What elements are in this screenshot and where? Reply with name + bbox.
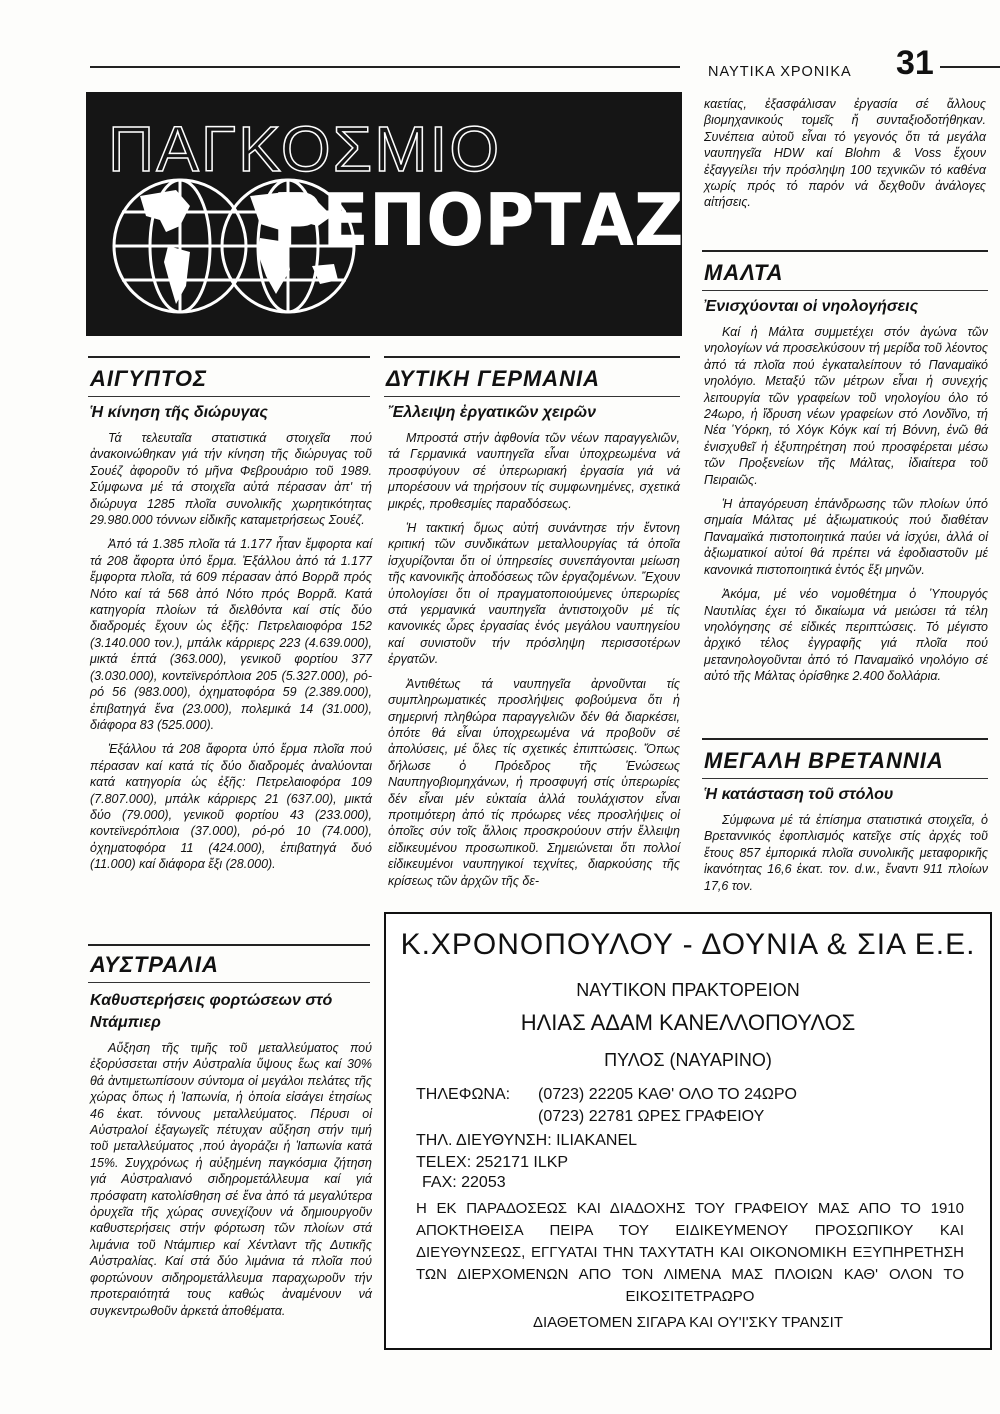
continuation-paragraph: καετίας, ἐξασφάλισαν ἐργασία σέ ἄλλους βιομηχανικούς τομεῖς ἤ συνταξιοδοτήθηκαν. Συνέπεια αὐτοῦ εἶναι τό γεγονός ὅτι τά μεγάλα ναυπηγεῖα HDW καί Blohm & Voss ἔχουν ἐξαγγείλει τήν πρόσληψη 100 τεχνικῶν τό καθένα χωρίς πρός τό παρόν νά δεχθοῦν ἀνάλογες αἰτήσεις. — [704, 97, 986, 210]
egypt-paragraph: Τά τελευταῖα στατιστικά στοιχεῖα πού ἀνακοινώθηκαν γιά τήν κίνηση τῆς διώρυγας τοῦ Σουέζ ἀφοροῦν τό μῆνα Φεβρουάριο τοῦ 1989. Σύμφωνα μέ τά στοιχεῖα αὐτά πέρασαν ἀπ' τή διώρυγα 1285 πλοῖα συνολικῆς χωρητικότητας 29.980.000 τόννων εἰδικῆς καταμετρήσεως Σουέζ. — [90, 431, 372, 528]
australia-subrule — [88, 982, 370, 983]
egypt-rule — [88, 356, 370, 358]
germany-headline: Ἔλλειψη ἐργατικῶν χειρῶν — [388, 404, 597, 421]
egypt-section-title: ΑΙΓΥΠΤΟΣ — [90, 366, 208, 391]
malta-body — [704, 324, 988, 693]
germany-subrule — [384, 396, 680, 397]
germany-rule — [384, 356, 680, 358]
britain-subrule — [702, 778, 988, 779]
ad-footer: ΔΙΑΘΕΤΟΜΕΝ ΣΙΓΑΡΑ ΚΑΙ ΟΥ'Ι'ΣΚΥ ΤΡΑΝΣΙΤ — [532, 1314, 843, 1331]
germany-paragraph: Ἀντιθέτως τά ναυπηγεῖα ἀρνοῦνται τίς συμπληρωματικές προσλήψεις φοβούμενα ὅτι ἡ σημερινή πληθώρα παραγγελιῶν δέν θά διαρκέσει, ὁπότε θά εἶναι ὑποχρεωμένα νά προβοῦν σέ ἀπολύσεις, μέ ὅλες τίς σχετικές ἐπιπτώσεις. Ὅπως δήλωσε ὁ Πρόεδρος τῆς Ἑνώσεως Ναυπηγοβιομηχάνων, ἡ προσφυγή στίς ὑπερωρίες δέν εἶναι μέν εὐκταία ἀλλά τουλάχιστον εἶναι προτιμότερη ἀπό τίς πρόωρες νέες προσλήψεις οἱ ὁποῖες σύν τοῖς ἄλλοις προσκρούουν στήν ἔλλειψη εἰδικευμένου προσωπικοῦ. Σημειώνεται ὅτι πολλοί εἰδικευμένοι ναυπηγικοί τεχνίτες, διαρκούσης τῆς κρίσεως τῶν ἀρχῶν τῆς δε- — [388, 676, 680, 888]
ad-phone-2: (0723) 22781 ΩΡΕΣ ΓΡΑΦΕΙΟΥ — [538, 1108, 765, 1125]
ad-fax: FAX: 22053 — [422, 1174, 506, 1191]
germany-continuation — [704, 96, 986, 219]
ad-cable: ΤΗΛ. ΔΙΕΥΘΥΝΣΗ: ILIAKANEL — [416, 1132, 638, 1149]
germany-paragraph: Ἡ τακτική ὅμως αὐτή συνάντησε τήν ἔντονη κριτική τῶν συνδικάτων μεταλλουργίας τά ὁποῖα ἰσχυρίζονται ὅτι οἱ ὑπηρεσίες συνεπάγονται μείωση τῆς κανονικῆς ἀποδόσεως τῶν ἐργαζομένων. Ἔχουν ὑπολογίσει ὅτι οἱ πραγματοποιούμενες ὑπερωρίες στά γερμανικά ναυπηγεῖα ἀντιστοιχοῦν μέ τίς κανονικές ὧρες ἐργασίας ἑνός μεγάλου ναυπηγείου καί συνιστοῦν τήν πρόσληψη περισσοτέρων ἐργατῶν. — [388, 521, 680, 667]
britain-section-title: ΜΕΓΑΛΗ ΒΡΕΤΑΝΝΙΑ — [704, 748, 944, 773]
ad-slogan: Η ΕΚ ΠΑΡΑΔΟΣΕΩΣ ΚΑΙ ΔΙΑΔΟΧΗΣ ΤΟΥ ΓΡΑΦΕΙΟΥ ΜΑΣ ΑΠΟ ΤΟ 1910 ΑΠΟΚΤΗΘΕΙΣΑ ΠΕΙΡΑ ΤΟΥ ΕΙΔΙΚΕΥΜΕΝΟΥ ΠΡΟΣΩΠΙΚΟΥ ΚΑΙ ΔΙΕΥΘΥΝΣΕΩΣ, ΕΓΓΥΑΤΑΙ ΤΗΝ ΤΑΧΥΤΑΤΗ ΚΑΙ ΟΙΚΟΝΟΜΙΚΗ ΕΞΥΠΗΡΕΤΗΣΗ ΤΩΝ ΔΙΕΡΧΟΜΕΝΩΝ ΑΠΟ ΤΟΝ ΛΙΜΕΝΑ ΜΑΣ ΠΛΟΙΩΝ ΚΑΘ' ΟΛΟΝ ΤΟ ΕΙΚΟΣΙΤΕΤΡΑΩΡΟ — [416, 1200, 964, 1305]
malta-paragraph: Ἀκόμα, μέ νέο νομοθέτημα ὁ Ὑπουργός Ναυτιλίας έχει τό δικαίωμα νά μειώσει τά τέλη νηολόγησης σέ εἰδικές περιπτώσεις. Τό μέγιστο ἀρχικό τέλος ἐγγραφῆς γιά πλοῖα πού μετανηολογοῦνται ἀπό τό Παναμαϊκό νηολόγιο σέ αὐτό τῆς Μάλτας ὁρίσθηκε 2.400 δολλάρια. — [704, 587, 988, 684]
germany-paragraph: Μπροστά στήν ἀφθονία τῶν νέων παραγγελιῶν, τά Γερμανικά ναυπηγεῖα εἶναι ὑποχρεωμένα νά προσφύγουν σέ ὑπερωριακή ἐργασία γιά νά μπορέσουν νά τηρήσουν τίς συμφωνημένες, σχετικά μικρές, προθεσμίες παραδόσεως. — [388, 431, 680, 511]
malta-headline: Ἐνισχύονται οἱ νηολογήσεις — [704, 298, 919, 315]
header-rule-left — [90, 66, 680, 68]
ad-agency: ΝΑΥΤΙΚΟΝ ΠΡΑΚΤΟΡΕΙΟΝ — [576, 980, 800, 1000]
ad-phone-label: ΤΗΛΕΦΩΝΑ: — [416, 1086, 511, 1103]
header-rule-right — [940, 66, 1000, 68]
australia-section-title: ΑΥΣΤΡΑΛΙΑ — [90, 952, 219, 977]
malta-paragraph: Ἡ ἀπαγόρευση ἐπάνδρωσης τῶν πλοίων ὑπό σημαία Μάλτας μέ ἀξιωματικούς πού διαθέταν Παναμαϊκά πιστοποιητικά παύει νά ἰσχύει, ἀλλά οἱ ἀξιωματικοί αὐτοί θά πρέπει νά ἐφοδιαστοῦν μέ κανονικά πιστοποιητικά ἐντός ἕξι μηνῶν. — [704, 497, 988, 577]
egypt-headline: Ἡ κίνηση τῆς διώρυγας — [90, 404, 268, 421]
britain-rule — [702, 738, 988, 740]
egypt-subrule — [88, 396, 370, 397]
ad-location: ΠΥΛΟΣ (ΝΑΥΑΡΙΝΟ) — [604, 1050, 772, 1070]
malta-paragraph: Καί ἡ Μάλτα συμμετέχει στόν ἀγώνα τῶν νηολογίων νά προσελκύσουν τή μερίδα τοῦ λέοντος ἀπό τά πλοῖα πού ἐγκαταλείπουν τό Παναμαϊκό νηολόγιο. Μεταξύ τῶν μέτρων εἶναι ἡ συνεχής λειτουργία τῶν γραφείων τοῦ νηολογίου όλο τό 24ωρο, ἡ ἵδρυση νέων γραφείων στό Λονδῖνο, τή Νέα Ὑόρκη, τό Χόγκ Κόγκ καί τή Βόννη, ἐνῶ θά ἐνισχυθεῖ ἡ ἐξυπηρέτηση πού προσφέρεται μέσω τῶν Προξενείων τῆς Μάλτας, ἰδιαίτερα τοῦ Πειραιῶς. — [704, 325, 988, 487]
ad-telex: TELEX: 252171 ILKP — [416, 1154, 569, 1171]
ad-person: ΗΛΙΑΣ ΑΔΑΜ ΚΑΝΕΛΛΟΠΟΥΛΟΣ — [520, 1010, 856, 1035]
malta-rule — [702, 250, 988, 252]
shipping-agency-ad — [384, 912, 992, 1350]
reportage-banner — [86, 92, 682, 336]
australia-body — [90, 1040, 372, 1327]
egypt-paragraph: Ἀπό τά 1.385 πλοῖα τά 1.177 ἦταν ἔμφορτα καί τά 208 ἄφορτα ὑπό ἕρμα. Ἐξάλλου ἀπό τά 1.177 ἔμφορτα πλοῖα, τά 609 πέρασαν ἀπό Βορρᾶ πρός Νότο καί τά 568 ἀπό Νότο πρός Βορρᾶ. Κατά κατηγορία πλοίων τά διελθόντα καί στίς δύο διαδρομές ἔχουν ὡς ἐξῆς: Πετρελαιοφόρα 152 (3.140.000 τον.), μπάλκ κάρριερς 223 (4.639.000), μικτά ἑπτά (363.000), γενικοῦ φορτίου 377 (3.030.000), κοντεϊνερόπλοια 205 (5.327.000), ρό-ρό 56 (983.000), ὀχηματοφόρα 59 (2.389.000), ἐπιβατηγά ἕνα (23.000), πολεμικά 14 (31.000), διάφορα 83 (525.000). — [90, 537, 372, 732]
britain-paragraph: Σύμφωνα μέ τά ἐπίσημα στατιστικά στοιχεῖα, ὁ Βρεταννικός ἐφοπλισμός κατεῖχε στίς ἀρχές τοῦ ἔτους 857 ἐμπορικά πλοῖα συνολικῆς μεταφορικῆς ἱκανότητας 16,6 ἑκατ. τον. d.w., ἔναντι 911 πλοίων 17,6 τον. — [704, 813, 988, 893]
britain-headline: Ἡ κατάσταση τοῦ στόλου — [704, 786, 894, 803]
britain-body — [704, 812, 988, 902]
magazine-name: ΝΑΥΤΙΚΑ ΧΡΟΝΙΚΑ — [708, 64, 852, 80]
ad-company: Κ.ΧΡΟΝΟΠΟΥΛΟΥ - ΔΟΥΝΙΑ & ΣΙΑ Ε.Ε. — [400, 928, 976, 961]
banner-title-line1: ΠΑΓΚΟΣΜΙΟ — [108, 113, 502, 185]
australia-paragraph: Αὔξηση τῆς τιμῆς τοῦ μεταλλεύματος πού ἐξορύσσεται στήν Αὐστραλία ὕψους ἕως καί 30% θά ἀντιμετωπίσουν σύντομα οἱ μεγάλοι πελάτες τῆς χώρας ὅπως ἡ Ἰαπωνία, ἡ ὁποία εἰσάγει ἐτησίως 46 ἑκατ. τόννους μεταλλεύματος. Πέρυσι οἱ Αὐστραλοί ἐξαγωγεῖς πέτυχαν αὔξηση στήν τιμή τοῦ μεταλλεύματος ,πού ἀγοράζει ἡ Ἰαπωνία κατά 15%. Συγχρόνως ἡ αὐξημένη παγκόσμια ζήτηση γιά Αὐστραλιανό σιδηρομετάλλευμα καί γιά πρόσφατη κατολίσθηση σέ ἕνα ἀπό τά μεγαλύτερα ὀρυχεῖα τῆς χώρας συνεχίζουν νά δημιουργοῦν καθυστερήσεις στήν φόρτωση τῶν πλοίων στά λιμάνια τοῦ Ντάμπιερ καί Χέντλαντ τῆς Δυτικῆς Αὐστραλίας. Καί στά δύο λιμάνια τά πλοῖα πού φορτώνουν σιδηρομετάλλευμα παραχωροῦν τήν προτεραιότητά τους καθώς ἀναμένουν νά συγκεντρωθοῦν ἀρκετά ἀποθέματα. — [90, 1041, 372, 1318]
germany-body — [388, 430, 680, 897]
malta-subrule — [702, 290, 988, 291]
australia-rule — [88, 944, 370, 946]
germany-section-title: ΔΥΤΙΚΗ ΓΕΡΜΑΝΙΑ — [386, 366, 601, 391]
egypt-body — [90, 430, 372, 881]
malta-section-title: ΜΑΛΤΑ — [704, 260, 784, 285]
ad-phone-1: (0723) 22205 ΚΑΘ' ΟΛΟ ΤΟ 24ΩΡΟ — [538, 1086, 797, 1103]
banner-title-line2: ΡΕΠΟΡΤΑΖ — [272, 178, 684, 262]
page-number: 31 — [896, 44, 934, 82]
australia-headline: Καθυστερήσεις φορτώσεων στό Ντάμπιερ — [90, 992, 333, 1031]
egypt-paragraph: Ἐξάλλου τά 208 ἄφορτα ὑπό ἕρμα πλοῖα πού πέρασαν καί κατά τίς δύο διαδρομές ἀναλύονται κατά κατηγορία ὡς ἐξῆς: Πετρελαιοφόρα 109 (7.807.000), μπάλκ κάρριερς 21 (637.00), μικτά δύο (79.000), γενικοῦ φορτίου 43 (233.000), κοντεϊνερόπλοια (37.000), ρό-ρό 10 (74.000), ὀχηματοφόρα 11 (424.000), ἐπιβατηγά δυό (11.000) καί διάφορα ἔξι (28.000). — [90, 742, 372, 872]
